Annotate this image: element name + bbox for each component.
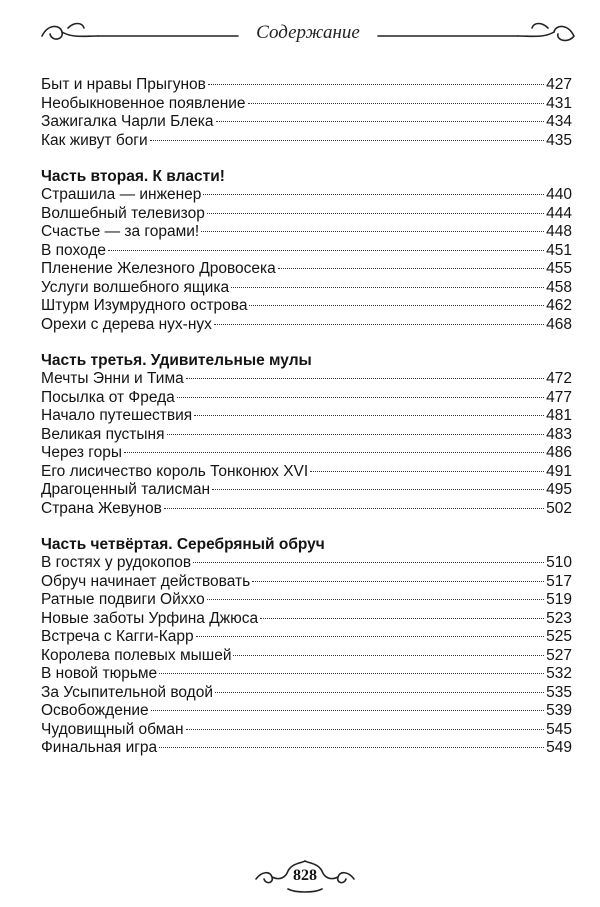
entry-title: За Усыпительной водой [41, 683, 213, 701]
entry-page-number: 549 [546, 739, 572, 756]
entry-title: Быт и нравы Прыгунов [41, 76, 206, 93]
toc-entry[interactable] [41, 702, 572, 721]
toc-entry[interactable] [41, 500, 572, 519]
header-title: Содержание [256, 22, 360, 43]
toc-section [41, 167, 572, 334]
entry-title: Через горы [41, 444, 122, 461]
dot-leader [159, 673, 544, 674]
toc-entry[interactable] [41, 260, 572, 279]
dot-leader [159, 747, 544, 748]
entry-title: Встреча с Кагги-Карр [41, 628, 194, 645]
entry-page-number: 517 [546, 572, 572, 590]
entry-page-number: 535 [546, 683, 572, 701]
entry-title: Пленение Железного Дровосека [41, 260, 276, 277]
toc-entry[interactable] [41, 279, 572, 298]
dot-leader [207, 213, 544, 214]
toc-entry[interactable] [41, 113, 572, 132]
toc-entry[interactable] [41, 481, 572, 500]
entry-page-number: 495 [546, 481, 572, 498]
dot-leader [212, 489, 544, 490]
entry-title: Волшебный телевизор [41, 204, 205, 222]
dot-leader [278, 268, 544, 269]
entry-title: В походе [41, 241, 107, 259]
toc-entry[interactable] [41, 297, 572, 316]
dot-leader [108, 250, 544, 251]
toc-entry[interactable] [41, 573, 572, 592]
entry-page-number: 481 [546, 407, 572, 424]
entry-page-number: 472 [546, 370, 572, 387]
entry-title: Освобождение [41, 702, 149, 719]
dot-leader [249, 305, 544, 306]
section-title: Часть третья. Удивительные мулы [41, 352, 312, 369]
entry-page-number: 448 [546, 223, 572, 240]
entry-title: Финальная игра [41, 739, 158, 756]
entry-title: Новые заботы Урфина Джюса [41, 609, 259, 627]
toc-section [41, 351, 572, 518]
entry-title: Ратные подвиги Ойххо [41, 591, 205, 608]
toc-entry[interactable] [41, 739, 572, 758]
toc-entry[interactable] [41, 554, 572, 573]
entry-page-number: 483 [546, 425, 572, 443]
entry-page-number: 491 [546, 462, 572, 480]
dot-leader [196, 636, 544, 637]
dot-leader [150, 140, 545, 141]
entry-title: Страшила — инженер [41, 186, 202, 203]
toc-entry[interactable] [41, 426, 572, 445]
entry-page-number: 451 [546, 241, 572, 259]
entry-page-number: 532 [546, 665, 572, 682]
dot-leader [310, 471, 544, 472]
dot-leader [208, 84, 544, 85]
entry-title: Его лисичество король Тонконюх XVI [41, 462, 309, 480]
page-footer [252, 855, 358, 899]
dot-leader [177, 397, 544, 398]
toc-entry[interactable] [41, 242, 572, 261]
dot-leader [193, 562, 544, 563]
dot-leader [214, 324, 544, 325]
entry-page-number: 435 [546, 131, 572, 149]
dot-leader [260, 618, 544, 619]
entry-title: В новой тюрьме [41, 665, 158, 682]
dot-leader [233, 655, 544, 656]
entry-title: Драгоценный талисман [41, 481, 211, 498]
entry-page-number: 434 [546, 113, 572, 130]
toc-entry[interactable] [41, 223, 572, 242]
entry-title: Как живут боги [41, 131, 148, 149]
toc-entry[interactable] [41, 370, 572, 389]
toc-entry[interactable] [41, 665, 572, 684]
entry-page-number: 458 [546, 278, 572, 296]
toc-entry[interactable] [41, 647, 572, 666]
dot-leader [231, 287, 544, 288]
entry-page-number: 539 [546, 702, 572, 719]
toc-entry[interactable] [41, 407, 572, 426]
entry-page-number: 502 [546, 499, 572, 517]
toc-entry[interactable] [41, 591, 572, 610]
toc-section [41, 535, 572, 758]
toc-entry[interactable] [41, 316, 572, 335]
dot-leader [124, 452, 544, 453]
section-title: Часть четвёртая. Серебряный обруч [41, 536, 325, 553]
toc-entry[interactable] [41, 684, 572, 703]
entry-page-number: 468 [546, 315, 572, 333]
entry-title: Мечты Энни и Тима [41, 370, 184, 387]
entry-title: Зажигалка Чарли Блека [41, 113, 214, 130]
dot-leader [194, 415, 544, 416]
toc-entry[interactable] [41, 628, 572, 647]
entry-page-number: 519 [546, 591, 572, 608]
entry-page-number: 462 [546, 297, 572, 314]
entry-title: Начало путешествия [41, 407, 193, 424]
dot-leader [248, 103, 545, 104]
toc-entry[interactable] [41, 610, 572, 629]
toc-entry[interactable] [41, 721, 572, 740]
entry-page-number: 444 [546, 204, 572, 222]
entry-page-number: 455 [546, 260, 572, 277]
dot-leader [203, 194, 544, 195]
entry-title: Услуги волшебного ящика [41, 278, 230, 296]
toc-entry[interactable] [41, 463, 572, 482]
toc-entry[interactable] [41, 444, 572, 463]
entry-title: Обруч начинает действовать [41, 572, 251, 590]
entry-title: В гостях у рудокопов [41, 554, 192, 571]
table-of-contents [41, 70, 572, 775]
dot-leader [164, 508, 544, 509]
entry-page-number: 510 [546, 554, 572, 571]
entry-title: Великая пустыня [41, 425, 165, 443]
entry-title: Орехи с дерева нух-нух [41, 315, 212, 333]
entry-page-number: 431 [546, 94, 572, 112]
entry-title: Страна Жевунов [41, 499, 162, 517]
entry-page-number: 545 [546, 720, 572, 738]
toc-entry[interactable] [41, 132, 572, 151]
running-header [38, 14, 578, 54]
section-title: Часть вторая. К власти! [41, 168, 225, 185]
entry-title: Посылка от Фреда [41, 388, 175, 406]
entry-page-number: 525 [546, 628, 572, 645]
entry-title: Необыкновенное появление [41, 94, 246, 112]
entry-title: Счастье — за горами! [41, 223, 200, 240]
entry-page-number: 486 [546, 444, 572, 461]
entry-page-number: 527 [546, 646, 572, 664]
toc-entry[interactable] [41, 95, 572, 114]
entry-page-number: 523 [546, 609, 572, 627]
entry-page-number: 427 [546, 76, 572, 93]
entry-page-number: 477 [546, 388, 572, 406]
dot-leader [186, 729, 545, 730]
toc-section [41, 76, 572, 150]
toc-entry[interactable] [41, 186, 572, 205]
dot-leader [186, 378, 544, 379]
dot-leader [201, 231, 544, 232]
entry-title: Королева полевых мышей [41, 646, 232, 664]
page-number: 828 [293, 867, 317, 884]
dot-leader [215, 692, 544, 693]
toc-entry[interactable] [41, 205, 572, 224]
dot-leader [207, 599, 544, 600]
toc-entry[interactable] [41, 389, 572, 408]
entry-title: Штурм Изумрудного острова [41, 297, 248, 314]
dot-leader [167, 434, 545, 435]
entry-page-number: 440 [546, 186, 572, 203]
dot-leader [252, 581, 544, 582]
toc-entry[interactable] [41, 76, 572, 95]
dot-leader [216, 121, 545, 122]
dot-leader [151, 710, 544, 711]
entry-title: Чудовищный обман [41, 720, 184, 738]
